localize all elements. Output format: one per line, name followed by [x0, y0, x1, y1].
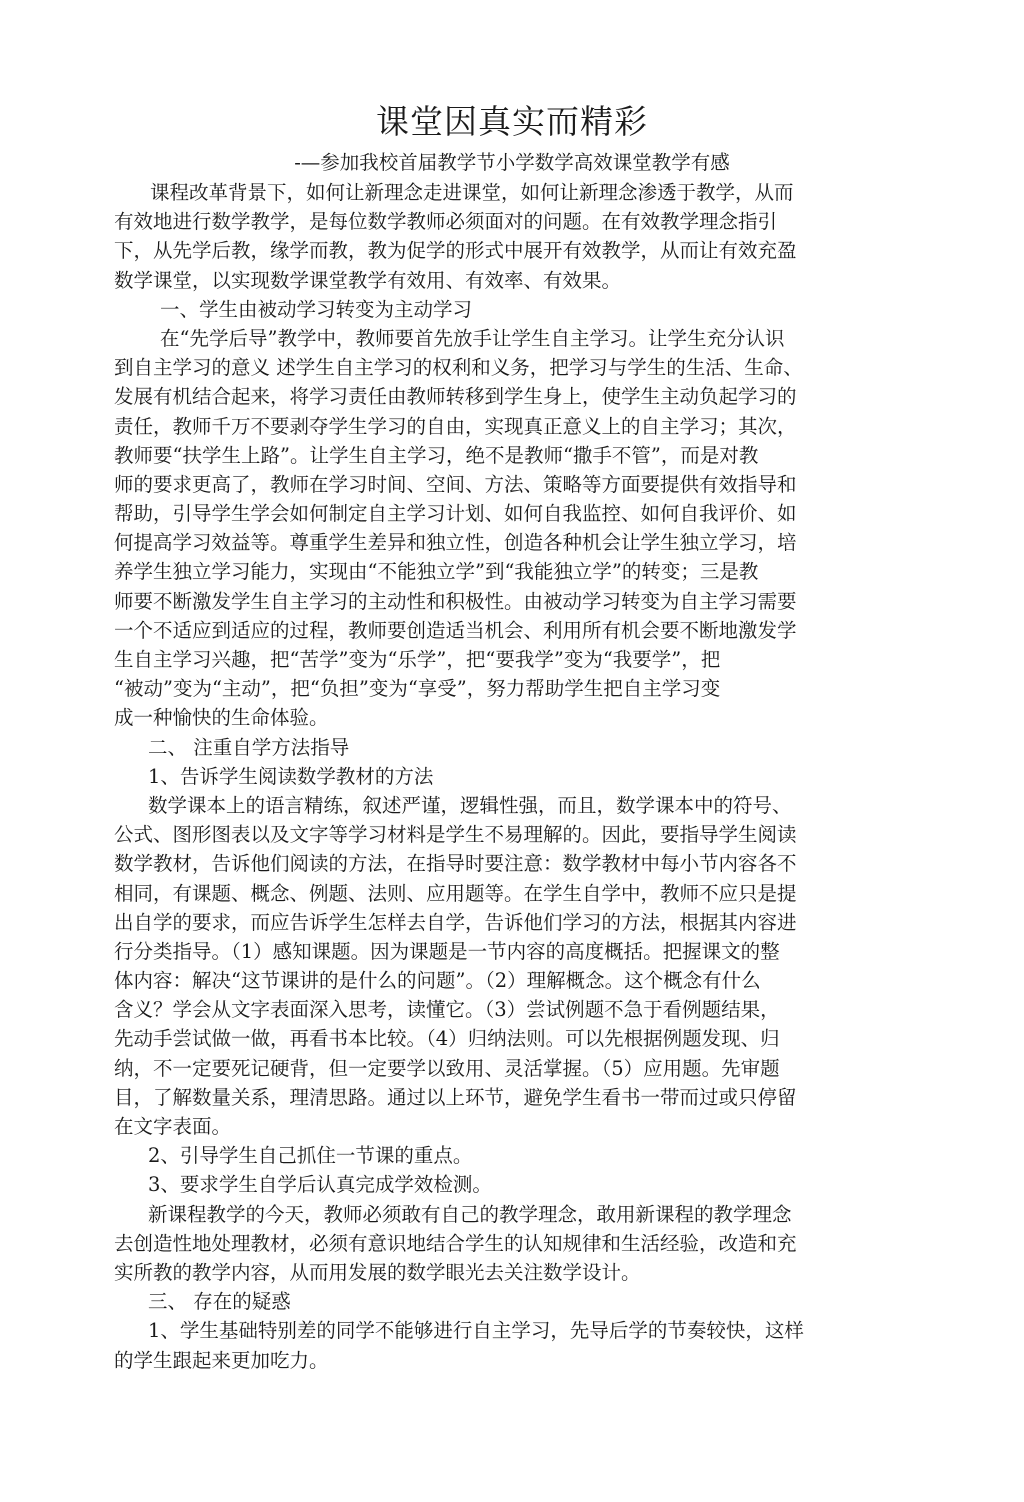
text-line: 1、告诉学生阅读数学教材的方法 — [148, 764, 434, 788]
text-line: 发展有机结合起来，将学习责任由教师转移到学生身上，使学生主动负起学习的 — [114, 385, 797, 409]
text-line: 含义？学会从文字表面深入思考，读懂它。（3）尝试例题不急于看例题结果， — [114, 998, 780, 1022]
text-line: 体内容：解决“这节课讲的是什么的问题”。（2）理解概念。这个概念有什么 — [114, 969, 761, 993]
text-line: 数学课堂，以实现数学课堂教学有效用、有效率、有效果。 — [114, 268, 622, 292]
text-line: 实所教的教学内容，从而用发展的数学眼光去关注数学设计。 — [114, 1260, 641, 1284]
text-line: 目，了解数量关系，理清思路。通过以上环节，避免学生看书一带而过或只停留 — [114, 1085, 797, 1109]
text-line: 公式、图形图表以及文字等学习材料是学生不易理解的。因此，要指导学生阅读 — [114, 823, 797, 847]
text-line: 生自主学习兴趣，把“苦学”变为“乐学”，把“要我学”变为“我要学”，把 — [114, 648, 721, 671]
text-line: 3、要求学生自学后认真完成学效检测。 — [148, 1173, 492, 1197]
text-line: “被动”变为“主动”，把“负担”变为“享受”，努力帮助学生把自主学习变 — [114, 677, 721, 701]
text-line: 1、学生基础特别差的同学不能够进行自主学习，先导后学的节奏较快，这样 — [148, 1319, 804, 1343]
text-line: 在“先学后导”教学中，教师要首先放手让学生自主学习。让学生充分认识 — [160, 326, 785, 350]
text-line: 行分类指导。（1）感知课题。因为课题是一节内容的高度概括。把握课文的整 — [114, 939, 780, 963]
text-line: 数学教材，告诉他们阅读的方法，在指导时要注意：数学教材中每小节内容各不 — [114, 852, 797, 876]
document-subtitle: -—参加我校首届教学节小学数学高效课堂教学有感 — [294, 151, 730, 174]
text-line: 的学生跟起来更加吃力。 — [114, 1348, 329, 1372]
text-line: 出自学的要求，而应告诉学生怎样去自学，告诉他们学习的方法，根据其内容进 — [114, 910, 797, 934]
text-line: 何提高学习效益等。尊重学生差异和独立性，创造各种机会让学生独立学习，培 — [114, 531, 797, 555]
document-title: 课堂因真实而精彩 — [376, 102, 648, 141]
text-line: 纳，不一定要死记硬背，但一定要学以致用、灵活掌握。（5）应用题。先审题 — [114, 1056, 780, 1080]
text-line: 先动手尝试做一做，再看书本比较。（4）归纳法则。可以先根据例题发现、归 — [114, 1027, 780, 1051]
text-line: 新课程教学的今天，教师必须敢有自己的教学理念，敢用新课程的教学理念 — [148, 1202, 792, 1226]
text-line: 帮助，引导学生学会如何制定自主学习计划、如何自我监控、如何自我评价、如 — [114, 502, 797, 526]
text-line: 养学生独立学习能力，实现由“不能独立学”到“我能独立学”的转变；三是教 — [114, 560, 759, 584]
text-line: 数学课本上的语言精练，叙述严谨，逻辑性强，而且，数学课本中的符号、 — [148, 793, 792, 817]
text-line: 责任，教师千万不要剥夺学生学习的自由，实现真正意义上的自主学习；其次， — [114, 414, 797, 438]
text-line: 相同，有课题、概念、例题、法则、应用题等。在学生自学中，教师不应只是提 — [114, 881, 797, 905]
text-line: 一个不适应到适应的过程，教师要创造适当机会、利用所有机会要不断地激发学 — [114, 618, 797, 642]
text-line: 去创造性地处理教材，必须有意识地结合学生的认知规律和生活经验，改造和充 — [114, 1231, 797, 1255]
text-line: 二、 注重自学方法指导 — [148, 735, 350, 759]
text-line: 课程改革背景下，如何让新理念走进课堂，如何让新理念渗透于教学，从而 — [150, 181, 794, 204]
text-line: 到自主学习的意义 述学生自主学习的权利和义务，把学习与学生的生活、生命、 — [114, 356, 803, 380]
text-line: 2、引导学生自己抓住一节课的重点。 — [148, 1144, 473, 1168]
document-body — [114, 178, 894, 1375]
text-line: 一、学生由被动学习转变为主动学习 — [160, 297, 473, 321]
text-line: 下，从先学后教，缘学而教，教为促学的形式中展开有效教学，从而让有效充盈 — [114, 239, 797, 263]
text-line: 三、 存在的疑惑 — [148, 1290, 291, 1314]
text-line: 在文字表面。 — [114, 1115, 232, 1138]
text-line: 教师要“扶学生上路”。让学生自主学习，绝不是教师“撒手不管”，而是对教 — [114, 443, 759, 467]
text-line: 成一种愉快的生命体验。 — [114, 706, 329, 730]
text-line: 师的要求更高了，教师在学习时间、空间、方法、策略等方面要提供有效指导和 — [114, 472, 797, 496]
text-line: 师要不断激发学生自主学习的主动性和积极性。由被动学习转变为自主学习需要 — [114, 589, 797, 613]
text-line: 有效地进行数学教学，是每位数学教师必须面对的问题。在有效教学理念指引 — [114, 210, 778, 234]
